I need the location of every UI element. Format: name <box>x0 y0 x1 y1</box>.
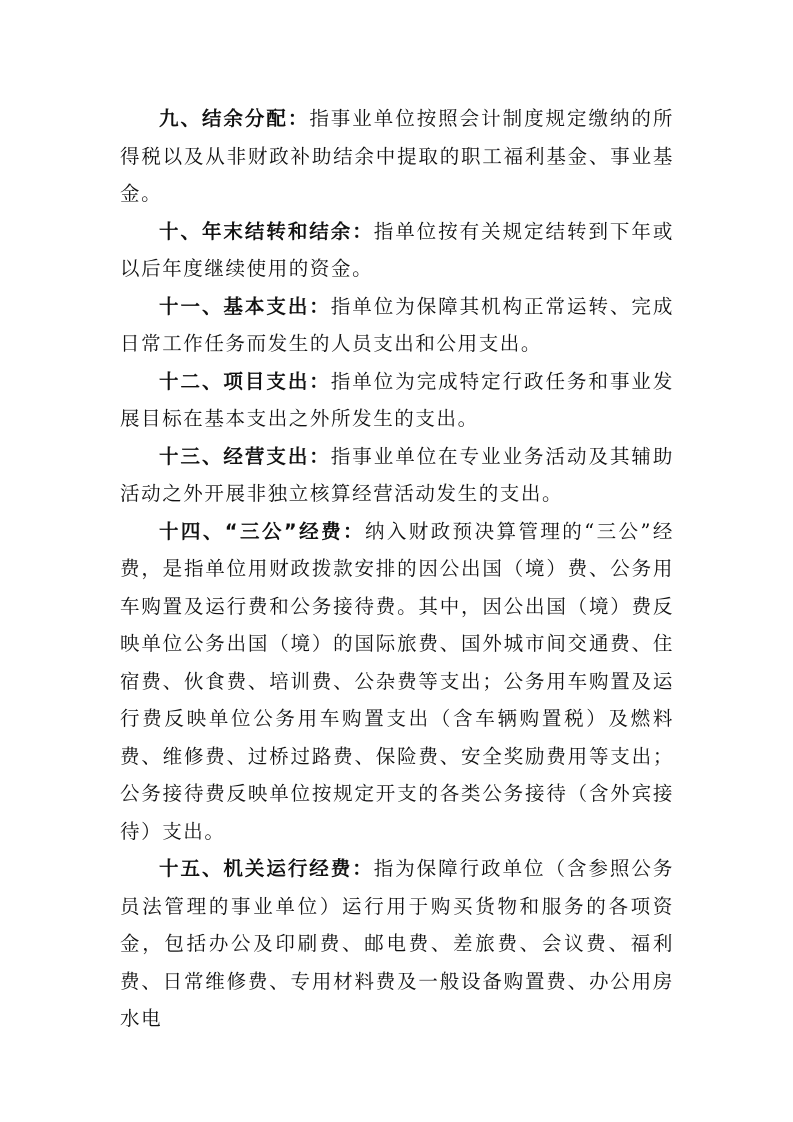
term-definition: 指为保障行政单位（含参照公务员法管理的事业单位）运行用于购买货物和服务的各项资金，包括办公及印刷费、邮电费、差旅费、会议费、福利费、日常维修费、专用材料费及一般设备购置费、办公用房水电 <box>120 857 674 1030</box>
paragraph-agency-operating-funds <box>120 850 674 1038</box>
paragraph-operating-expenditure <box>120 438 674 513</box>
term-definition: 指单位为完成特定行政任务和事业发展目标在基本支出之外所发生的支出。 <box>120 369 674 430</box>
term-heading: 十三、经营支出： <box>159 444 331 468</box>
term-definition: 指事业单位在专业业务活动及其辅助活动之外开展非独立核算经营活动发生的支出。 <box>120 444 674 505</box>
term-heading: 十一、基本支出： <box>159 294 331 318</box>
term-definition: 指单位按有关规定结转到下年或以后年度继续使用的资金。 <box>120 219 674 280</box>
term-heading: 十五、机关运行经费： <box>159 857 374 880</box>
paragraph-basic-expenditure <box>120 288 674 363</box>
term-heading: 十二、项目支出： <box>159 369 331 393</box>
paragraph-project-expenditure <box>120 363 674 438</box>
term-heading: 十四、“三公”经费： <box>159 519 365 543</box>
paragraph-surplus-distribution <box>120 100 674 213</box>
term-heading: 十、年末结转和结余： <box>159 219 374 243</box>
document-page <box>120 100 674 1038</box>
term-definition: 纳入财政预决算管理的“三公”经费，是指单位用财政拨款安排的因公出国（境）费、公务用车购置及运行费和公务接待费。其中，因公出国（境）费反映单位公务出国（境）的国际旅费、国外城市间交通费、住宿费、伙食费、培训费、公杂费等支出；公务用车购置及运行费反映单位公务用车购置支出（含车辆购置税）及燃料费、维修费、过桥过路费、保险费、安全奖励费用等支出；公务接待费反映单位按规定开支的各类公务接待（含外宾接待）支出。 <box>120 519 674 843</box>
term-definition: 指单位为保障其机构正常运转、完成日常工作任务而发生的人员支出和公用支出。 <box>120 294 674 355</box>
paragraph-three-public-expenses <box>120 513 674 851</box>
term-definition: 指事业单位按照会计制度规定缴纳的所得税以及从非财政补助结余中提取的职工福利基金、事业基金。 <box>120 107 675 205</box>
term-heading: 九、结余分配： <box>159 107 310 130</box>
paragraph-year-end-carryover <box>120 213 674 288</box>
